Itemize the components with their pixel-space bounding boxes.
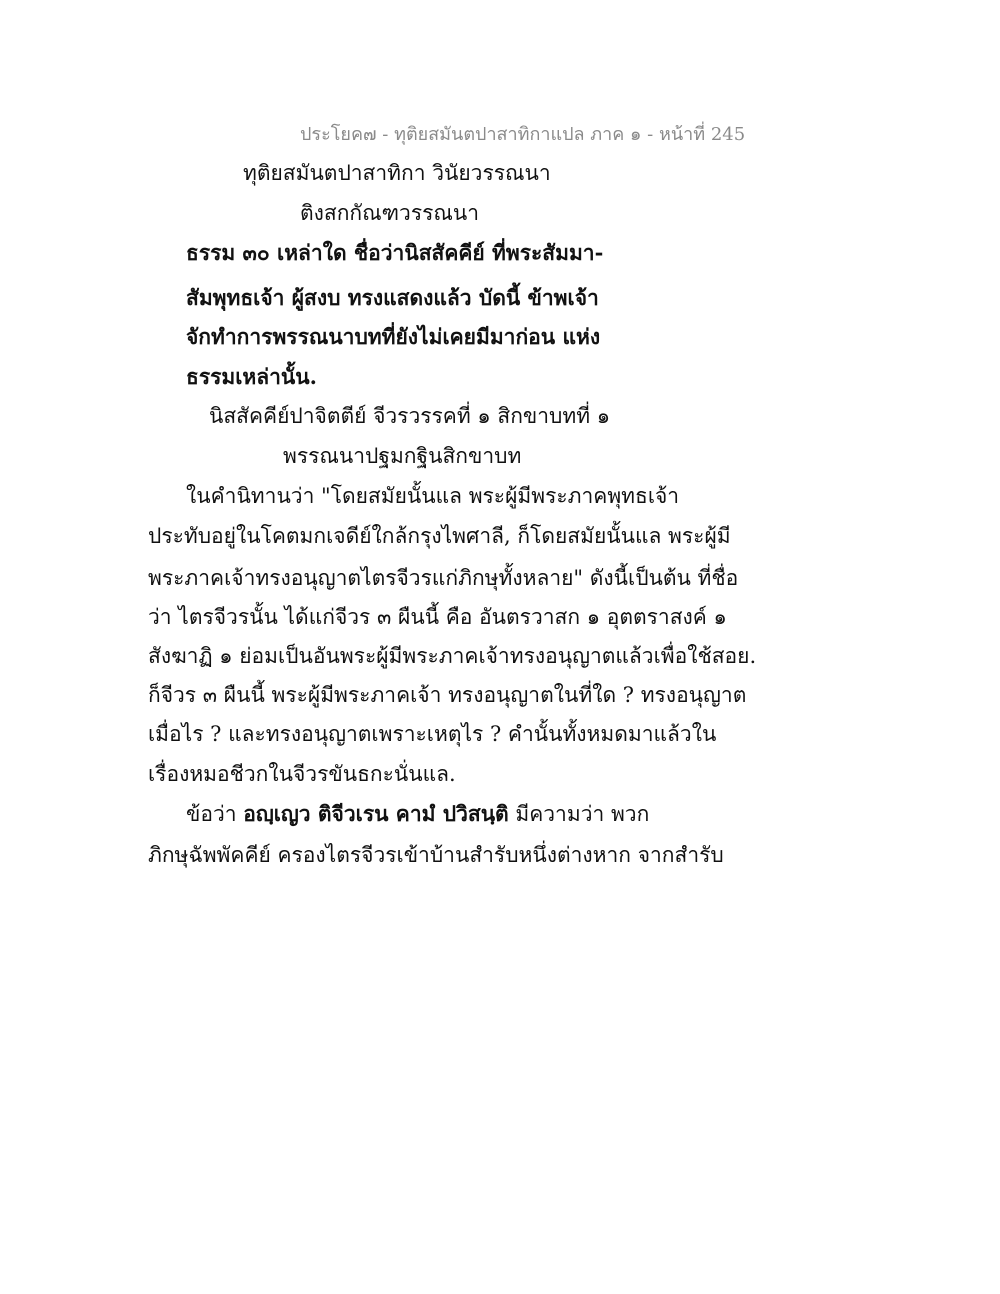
intro-verse-line: สัมพุทธเจ้า ผู้สงบ ทรงแสดงแล้ว บัดนี้ ข้าพเจ้า [186,285,599,310]
pali-quote: อญฺเญว ติจีวเรน คามํ ปวิสนฺติ [243,801,509,826]
explanation-text: มีความว่า พวก [508,802,650,826]
paragraph-line: ว่า ไตรจีวรนั้น ได้แก่จีวร ๓ ผืนนี้ คือ อันตรวาสก ๑ อุตตราสงค์ ๑ [148,605,727,629]
paragraph-line: ก็จีวร ๓ ผืนนี้ พระผู้มีพระภาคเจ้า ทรงอนุญาตในที่ใด ? ทรงอนุญาต [148,683,747,707]
paragraph2-first-line [186,799,649,829]
subsection-heading: นิสสัคคีย์ปาจิตตีย์ จีวรวรรคที่ ๑ สิกขาบทที่ ๑ [209,404,611,428]
book-title: ทุติยสมันตปาสาทิกา วินัยวรรณนา [243,161,551,185]
section-title: ติงสกกัณฑวรรณนา [300,201,480,225]
paragraph-line: สังฆาฏิ ๑ ย่อมเป็นอันพระผู้มีพระภาคเจ้าทรงอนุญาตแล้วเพื่อใช้สอย. [148,644,757,668]
paragraph-line: เรื่องหมอชีวกในจีวรขันธกะนั่นแล. [148,762,456,786]
running-header: ประโยค๗ - ทุติยสมันตปาสาทิกาแปล ภาค ๑ - หน้าที่ 245 [300,124,746,145]
paragraph-line: ในคำนิทานว่า "โดยสมัยนั้นแล พระผู้มีพระภาคพุทธเจ้า [186,484,680,508]
paragraph-line: ภิกษุฉัพพัคคีย์ ครองไตรจีวรเข้าบ้านสำรับหนึ่งต่างหาก จากสำรับ [148,843,724,867]
intro-verse-line: จักทำการพรรณนาบทที่ยังไม่เคยมีมาก่อน แห่ง [186,324,601,349]
paragraph-line: เมื่อไร ? และทรงอนุญาตเพราะเหตุไร ? คำนั้นทั้งหมดมาแล้วใน [148,722,717,746]
rule-heading: พรรณนาปฐมกฐินสิกขาบท [283,444,522,468]
intro-verse-line: ธรรมเหล่านั้น. [186,364,317,389]
paragraph-line: พระภาคเจ้าทรงอนุญาตไตรจีวรแก่ภิกษุทั้งหลาย" ดังนี้เป็นต้น ที่ชื่อ [148,566,739,590]
paragraph-line: ประทับอยู่ในโคตมกเจดีย์ใกล้กรุงไพศาลี, ก็โดยสมัยนั้นแล พระผู้มี [148,524,731,548]
intro-verse-line: ธรรม ๓๐ เหล่าใด ชื่อว่านิสสัคคีย์ ที่พระสัมมา- [186,240,604,265]
lead-in-text: ข้อว่า [186,802,244,826]
